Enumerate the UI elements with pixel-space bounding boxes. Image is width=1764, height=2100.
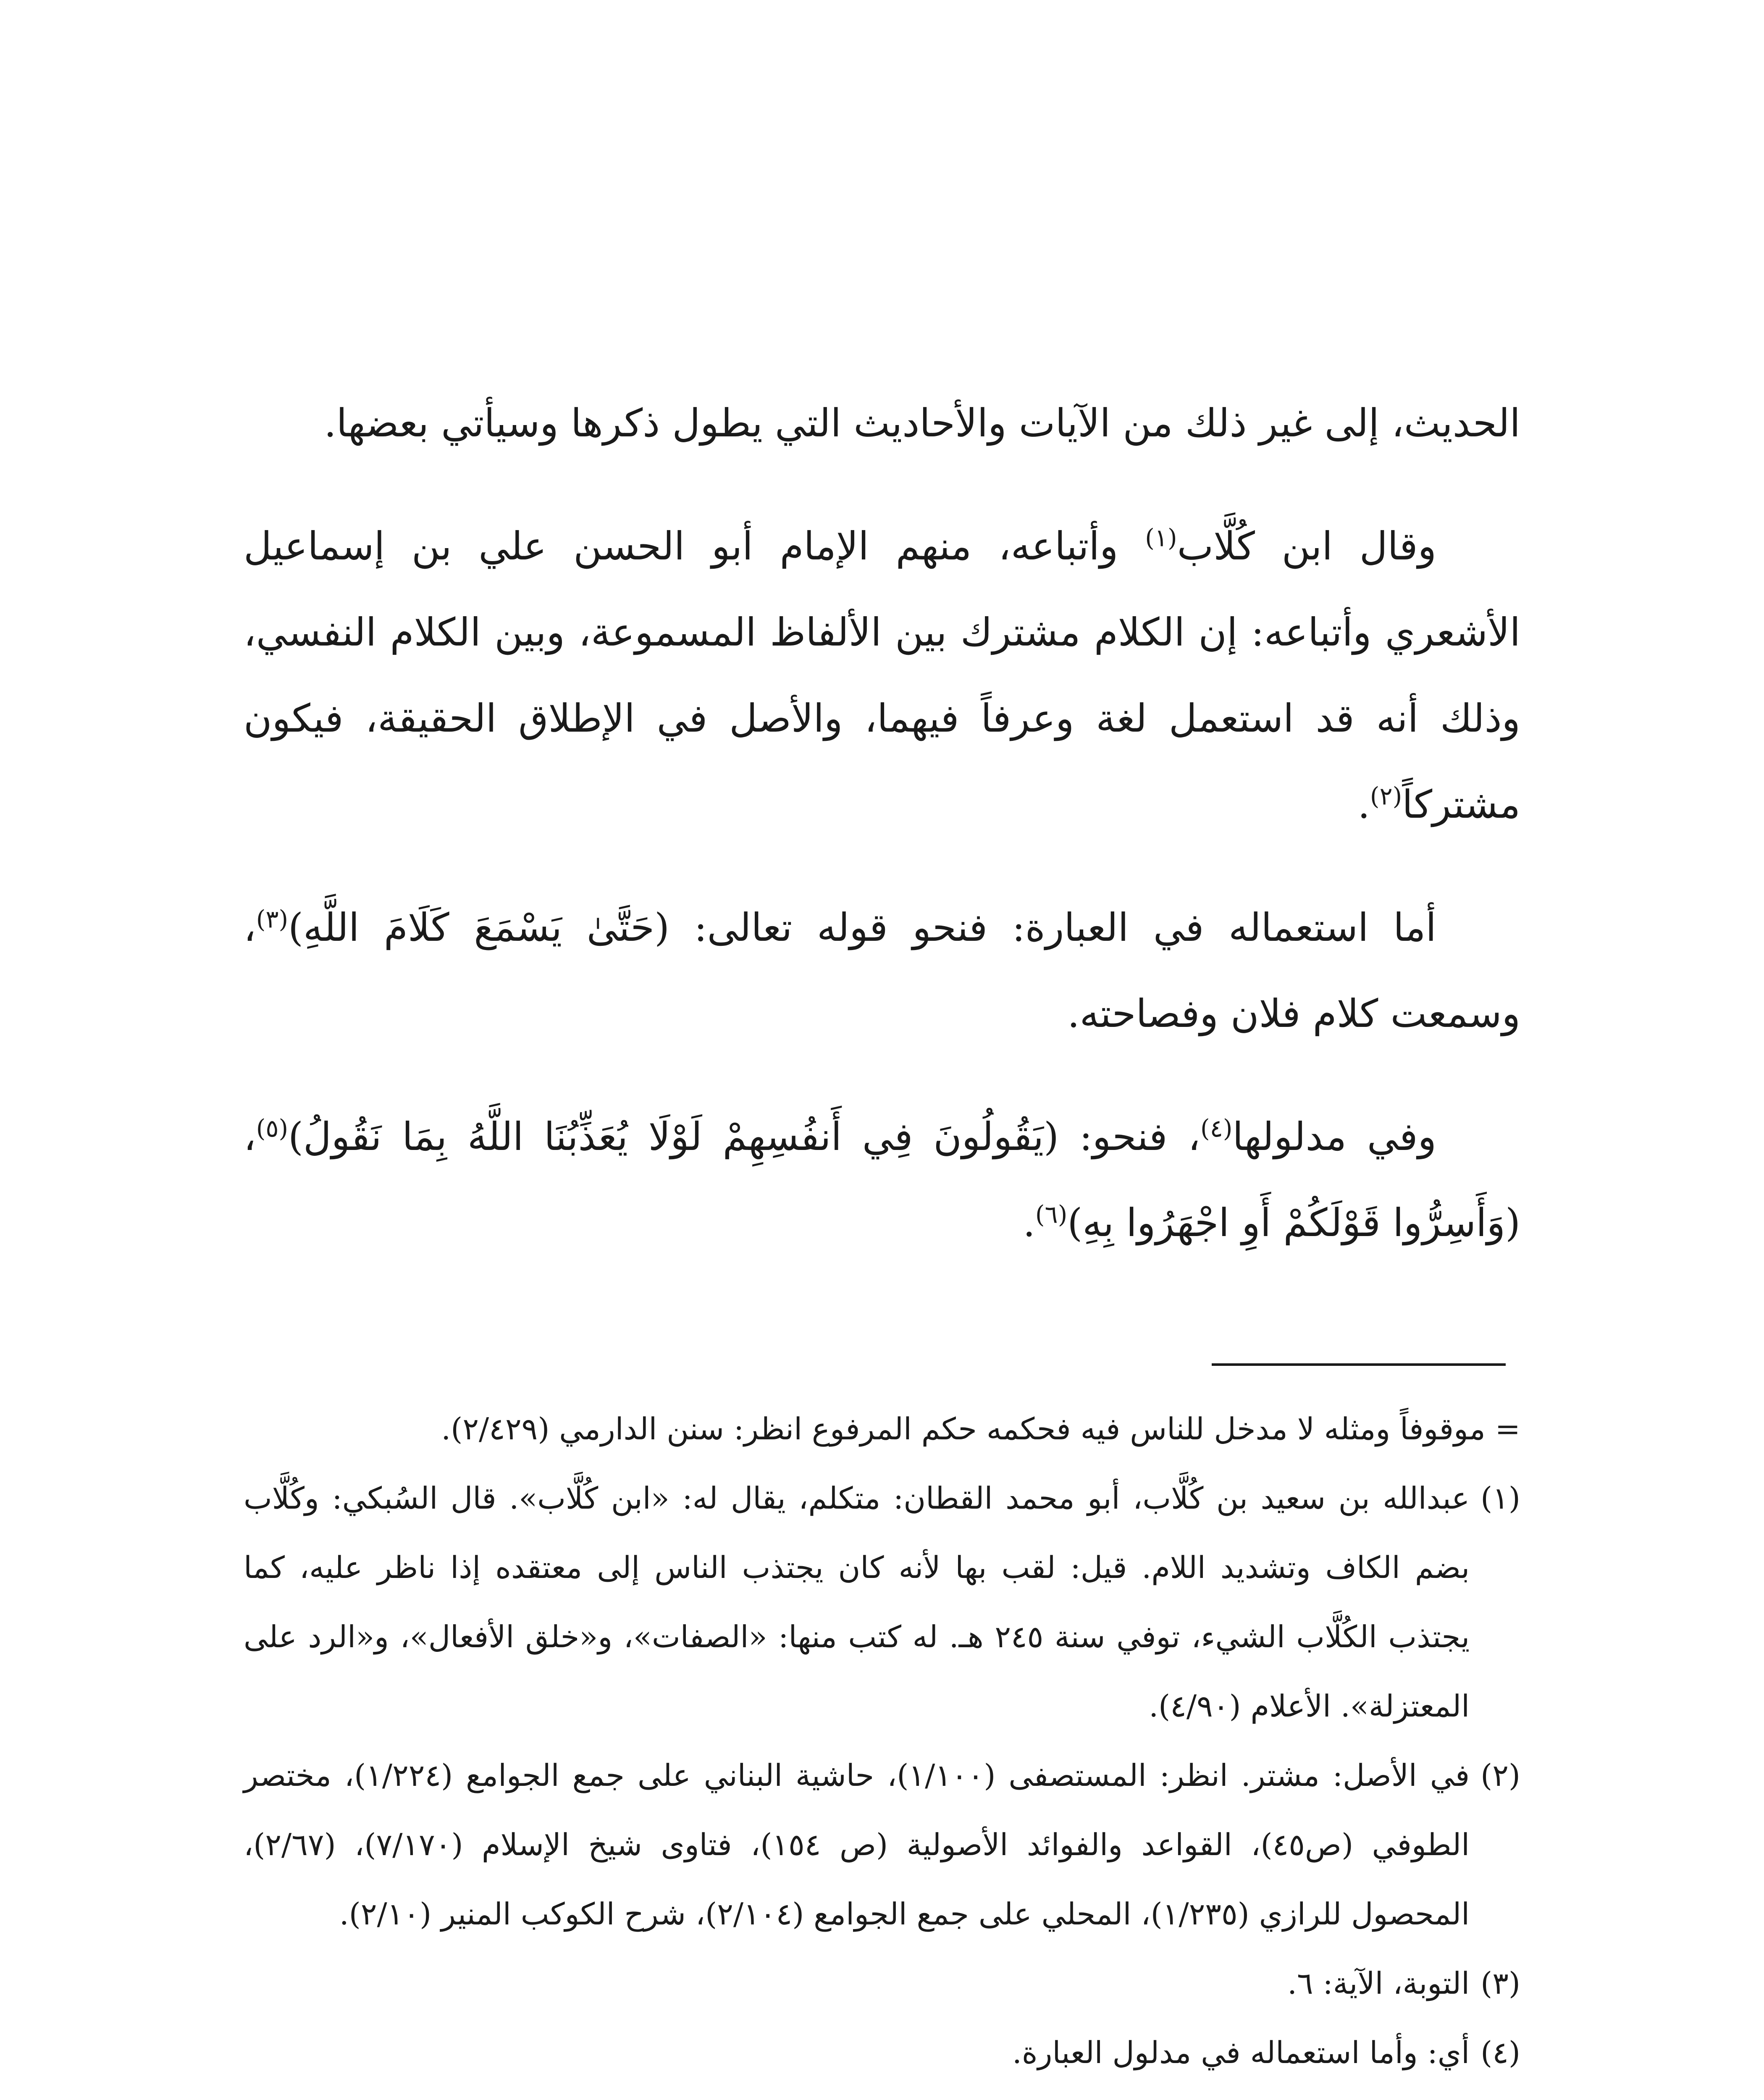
main-text bbox=[244, 380, 1520, 1266]
paragraph-3 bbox=[244, 885, 1520, 1057]
footnote-text: عبدالله بن سعيد بن كُلَّاب، أبو محمد القطان: متكلم، يقال له: «ابن كُلَّاب». قال السُبكي: وكُلَّاب بضم الكاف وتشديد اللام. قيل: لقب بها لأنه كان يجتذب الناس إلى معتقده إذا ناظر عليه، كما يجتذب الكُلَّاب الشيء، توفي سنة ٢٤٥ هـ. له كتب منها: «الصفات»، و«خلق الأفعال»، و«الرد على المعتزلة». الأعلام (٤/٩٠). bbox=[244, 1480, 1470, 1724]
footnote-4 bbox=[244, 2018, 1520, 2087]
footnotes-section bbox=[244, 1394, 1520, 2100]
footnote-ref-4[interactable]: (٤) bbox=[1200, 1114, 1233, 1143]
footnote-text bbox=[244, 2087, 1470, 2100]
footnote-ref-1[interactable]: (١) bbox=[1145, 523, 1177, 552]
paragraph-text: أما استعماله في العبارة: فنحو قوله تعالى: (حَتَّىٰ يَسْمَعَ كَلَامَ اللَّهِ) bbox=[288, 905, 1436, 950]
footnote-continuation: = موقوفاً ومثله لا مدخل للناس فيه فحكمه حكم المرفوع انظر: سنن الدارمي (٢/٤٢٩). bbox=[441, 1411, 1520, 1446]
footnote-ref-6[interactable]: (٦) bbox=[1035, 1200, 1068, 1229]
footnote-number: (١) bbox=[1480, 1480, 1520, 1516]
footnote-number: (٢) bbox=[1480, 1758, 1520, 1793]
footnote-ref-2[interactable]: (٢) bbox=[1370, 782, 1402, 811]
footnote-text: التوبة، الآية: ٦. bbox=[1287, 1966, 1470, 2001]
paragraph-1 bbox=[244, 380, 1520, 466]
footnote-text: أي: وأما استعماله في مدلول العبارة. bbox=[1012, 2035, 1470, 2070]
footnote-number: (٣) bbox=[1480, 1966, 1520, 2001]
footnote-ref-3[interactable]: (٣) bbox=[256, 905, 289, 934]
footnote-ref-5[interactable]: (٥) bbox=[256, 1114, 289, 1143]
paragraph-text: الحديث، إلى غير ذلك من الآيات والأحاديث التي يطول ذكرها وسيأتي بعضها. bbox=[324, 401, 1520, 446]
footnote-number bbox=[1470, 2087, 1520, 2100]
paragraph-text: ، فنحو: (يَقُولُونَ فِي أَنفُسِهِمْ لَوْلَا يُعَذِّبُنَا اللَّهُ بِمَا نَقُولُ) bbox=[288, 1114, 1201, 1159]
paragraph-text: . bbox=[1023, 1200, 1035, 1245]
paragraph-4 bbox=[244, 1094, 1520, 1266]
footnote-5 bbox=[244, 2087, 1520, 2100]
paragraph-text: وفي مدلولها bbox=[1232, 1114, 1437, 1159]
paragraph-text: ، وسمعت كلام فلان وفصاحته. bbox=[244, 905, 1520, 1036]
footnote-2 bbox=[244, 1741, 1520, 1949]
paragraph-text: ، (وَأَسِرُّوا قَوْلَكُمْ أَوِ اجْهَرُوا بِهِ) bbox=[244, 1114, 1520, 1245]
paragraph-text: وقال ابن كُلَّاب bbox=[1177, 524, 1436, 569]
paragraph-text: وأتباعه، منهم الإمام أبو الحسن علي بن إسماعيل الأشعري وأتباعه: إن الكلام مشترك بين الألفاظ المسموعة، وبين الكلام النفسي، وذلك أنه قد استعمل لغة وعرفاً فيهما، والأصل في الإطلاق الحقيقة، فيكون مشتركاً bbox=[244, 524, 1520, 827]
footnote-separator bbox=[1212, 1363, 1506, 1366]
paragraph-2 bbox=[244, 503, 1520, 848]
footnote-number: (٤) bbox=[1480, 2035, 1520, 2070]
footnote-text: في الأصل: مشتر. انظر: المستصفى (١/١٠٠)، حاشية البناني على جمع الجوامع (١/٢٢٤)، مختصر الطوفي (ص٤٥)، القواعد والفوائد الأصولية (ص ١٥٤)، فتاوى شيخ الإسلام (٧/١٧٠)، (٢/٦٧)، المحصول للرازي (١/٢٣٥)، المحلي على جمع الجوامع (٢/١٠٤)، شرح الكوكب المنير (٢/١٠). bbox=[244, 1758, 1470, 1932]
paragraph-text: . bbox=[1357, 782, 1370, 827]
footnote-1 bbox=[244, 1464, 1520, 1741]
footnote-3 bbox=[244, 1949, 1520, 2018]
